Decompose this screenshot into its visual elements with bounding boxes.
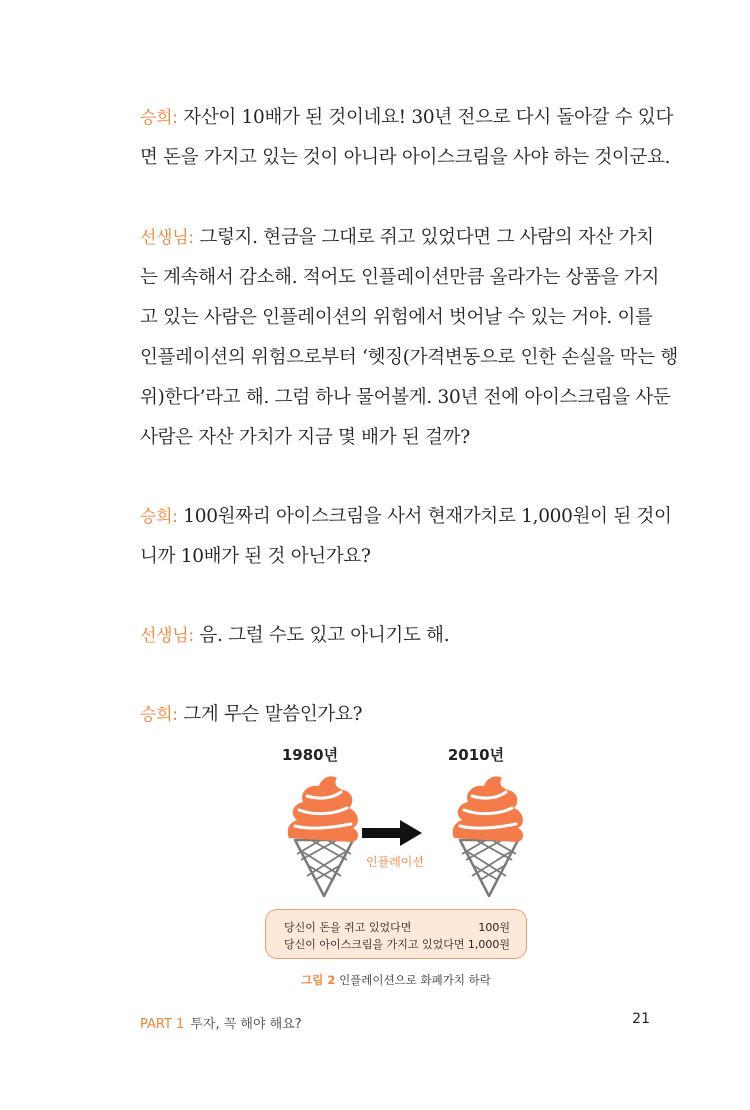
dialogue-block-4	[140, 616, 652, 656]
cash-label: 당신이 돈을 쥐고 있었다면	[284, 921, 412, 934]
speaker-label: 승희:	[140, 705, 178, 725]
dialogue-block-3	[140, 497, 672, 577]
ice-cream-cone-icon	[281, 770, 367, 900]
figure-value-box	[265, 909, 527, 959]
figure-row-cash	[284, 919, 510, 936]
dialogue-line: 는 계속해서 감소해. 적어도 인플레이션만큼 올라가는 상품을 가지	[140, 267, 660, 288]
dialogue-block-1	[140, 98, 674, 178]
arrow-right-icon	[362, 818, 422, 848]
dialogue-line: 니까 10배가 된 것 아닌가요?	[140, 546, 371, 567]
dialogue-line: 음. 그럴 수도 있고 아니기도 해.	[199, 625, 450, 646]
figure-caption	[240, 972, 552, 988]
speaker-label: 선생님:	[140, 228, 194, 248]
speaker-label: 선생님:	[140, 626, 194, 646]
ice-cream-cone-icon	[446, 770, 532, 900]
dialogue-line: 100원짜리 아이스크림을 사서 현재가치로 1,000원이 된 것이	[183, 506, 672, 527]
figure-year-right: 2010년	[447, 746, 505, 764]
icecream-label: 당신이 아이스크림을 가지고 있었다면	[284, 938, 465, 951]
dialogue-line: 그게 무슨 말씀인가요?	[183, 704, 363, 725]
inflation-label: 인플레이션	[366, 855, 424, 869]
chapter-title: 투자, 꼭 해야 해요?	[190, 1017, 302, 1032]
figure-number: 그림 2	[301, 973, 336, 987]
icecream-value: 1,000원	[467, 938, 510, 951]
running-footer	[140, 1013, 302, 1032]
dialogue-block-5	[140, 695, 652, 735]
speaker-label: 승희:	[140, 507, 178, 527]
figure-year-left: 1980년	[281, 746, 339, 764]
part-label: PART 1	[140, 1017, 185, 1032]
dialogue-block-2	[140, 218, 678, 458]
figure-row-icecream	[284, 936, 510, 953]
dialogue-line: 면 돈을 가지고 있는 것이 아니라 아이스크림을 사야 하는 것이군요.	[140, 147, 671, 168]
dialogue-line: 인플레이션의 위험으로부터 ‘헷징(가격변동으로 인한 손실을 막는 행	[140, 347, 678, 368]
speaker-label: 승희:	[140, 108, 178, 128]
dialogue-line: 사람은 자산 가치가 지금 몇 배가 된 걸까?	[140, 427, 470, 448]
cash-value: 100원	[478, 921, 510, 934]
dialogue-line: 고 있는 사람은 인플레이션의 위험에서 벗어날 수 있는 거야. 이를	[140, 307, 653, 328]
figure-caption-text: 인플레이션으로 화폐가치 하락	[339, 973, 491, 987]
dialogue-line: 위)한다’라고 해. 그럼 하나 물어볼게. 30년 전에 아이스크림을 사둔	[140, 387, 671, 408]
dialogue-line: 자산이 10배가 된 것이네요! 30년 전으로 다시 돌아갈 수 있다	[183, 107, 674, 128]
page-number: 21	[632, 1011, 650, 1027]
dialogue-line: 그렇지. 현금을 그대로 쥐고 있었다면 그 사람의 자산 가치	[199, 227, 654, 248]
